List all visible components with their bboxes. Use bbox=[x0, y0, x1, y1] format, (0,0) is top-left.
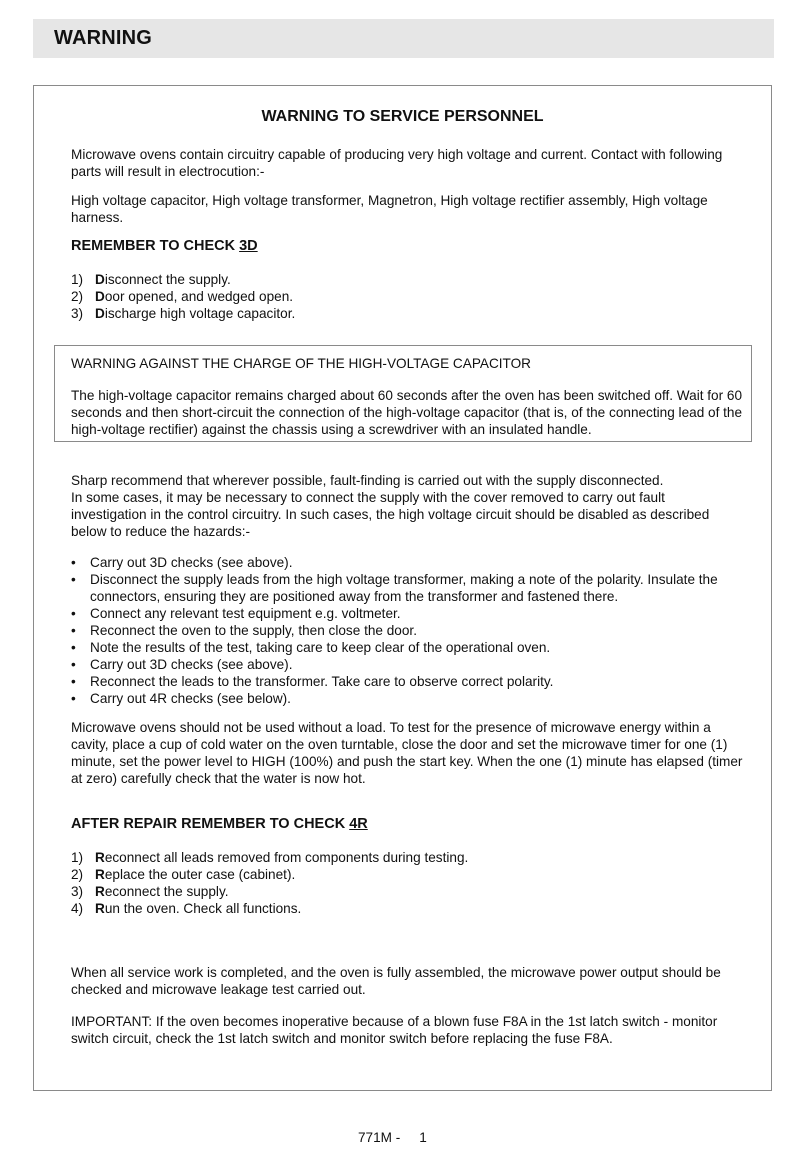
load-test-paragraph: Microwave ovens should not be used without a load. To test for the presence of microwave energy within a cavity, place a cup of cold water on the oven turntable, close the door and set the microwave timer for one (1) minute, set the power level to HIGH (100%) and push the start key. When the one (1) minute has elapsed (timer at zero) carefully check that the water is now hot. bbox=[71, 720, 743, 786]
section-title: WARNING TO SERVICE PERSONNEL bbox=[261, 108, 544, 125]
item-number: 1) bbox=[71, 850, 84, 865]
fault-finding-line2: In some cases, it may be necessary to connect the supply with the cover removed to carry out fault investigation in the control circuitry. In such cases, the high voltage circuit should be disabled as described below to reduce the hazards:- bbox=[71, 490, 710, 539]
important-paragraph: IMPORTANT: If the oven becomes inoperative because of a blown fuse F8A in the 1st latch switch - monitor switch circuit, check the 1st latch switch and monitor switch before replacing the fuse F8A. bbox=[71, 1014, 718, 1046]
item-initial: D bbox=[95, 272, 105, 287]
header-bar bbox=[33, 19, 774, 58]
procedure-bullet-list bbox=[71, 554, 747, 707]
item-initial: R bbox=[95, 884, 105, 899]
content-frame bbox=[33, 85, 772, 1091]
item-text: un the oven. Check all functions. bbox=[104, 901, 302, 916]
item-number: 4) bbox=[71, 901, 84, 916]
bullet-item: • Reconnect the leads to the transformer. Take care to observe correct polarity. bbox=[71, 673, 747, 690]
page-title: WARNING bbox=[54, 27, 153, 49]
check-4r-heading bbox=[71, 816, 368, 832]
bullet-item: • Disconnect the supply leads from the high voltage transformer, making a note of the polarity. Insulate the connectors, ensuring they are positioned away from the transformer and fastened there. bbox=[71, 571, 747, 605]
parts-paragraph: High voltage capacitor, High voltage transformer, Magnetron, High voltage rectifier assembly, High voltage harness. bbox=[71, 193, 708, 225]
item-number: 2) bbox=[71, 867, 84, 882]
check-3d-heading bbox=[71, 238, 258, 254]
item-text: isconnect the supply. bbox=[104, 272, 231, 287]
list-item bbox=[71, 305, 295, 322]
item-number: 3) bbox=[71, 306, 84, 321]
item-initial: R bbox=[95, 850, 105, 865]
bullet-item: • Reconnect the oven to the supply, then close the door. bbox=[71, 622, 747, 639]
item-initial: D bbox=[95, 306, 105, 321]
list-item bbox=[71, 883, 468, 900]
capacitor-warning-title: WARNING AGAINST THE CHARGE OF THE HIGH-VOLTAGE CAPACITOR bbox=[71, 356, 531, 371]
item-number: 3) bbox=[71, 884, 84, 899]
check-4r-heading-text: AFTER REPAIR REMEMBER TO CHECK bbox=[71, 816, 350, 832]
item-text: econnect all leads removed from components during testing. bbox=[104, 850, 469, 865]
list-item bbox=[71, 900, 468, 917]
item-number: 1) bbox=[71, 272, 84, 287]
item-number: 2) bbox=[71, 289, 84, 304]
bullet-item: • Carry out 3D checks (see above). bbox=[71, 656, 747, 673]
list-item bbox=[71, 288, 295, 305]
list-item bbox=[71, 849, 468, 866]
footer-model: 771M - bbox=[358, 1130, 401, 1145]
footer-page-number: 1 bbox=[419, 1130, 427, 1145]
bullet-item: • Carry out 4R checks (see below). bbox=[71, 690, 747, 707]
fault-finding-line1: Sharp recommend that wherever possible, fault-finding is carried out with the supply disconnected. bbox=[71, 473, 664, 488]
bullet-item: • Connect any relevant test equipment e.g. voltmeter. bbox=[71, 605, 747, 622]
item-initial: D bbox=[95, 289, 105, 304]
bullet-item: • Note the results of the test, taking care to keep clear of the operational oven. bbox=[71, 639, 747, 656]
list-item bbox=[71, 866, 468, 883]
capacitor-warning-text: The high-voltage capacitor remains charged about 60 seconds after the oven has been switched off. Wait for 60 seconds and then short-circuit the connection of the high-voltage capacitor (that is, of the connecting lead of the high-voltage rectifier) against the chassis using a screwdriver with an insulated handle. bbox=[71, 388, 743, 437]
page-footer bbox=[358, 1130, 427, 1145]
item-initial: R bbox=[95, 901, 105, 916]
intro-paragraph: Microwave ovens contain circuitry capable of producing very high voltage and current. Contact with following parts will result in electrocution:- bbox=[71, 147, 723, 179]
check-3d-list bbox=[71, 271, 295, 322]
list-item bbox=[71, 271, 295, 288]
item-text: econnect the supply. bbox=[104, 884, 229, 899]
bullet-item: • Carry out 3D checks (see above). bbox=[71, 554, 747, 571]
check-3d-heading-text: REMEMBER TO CHECK bbox=[71, 238, 240, 254]
item-text: ischarge high voltage capacitor. bbox=[104, 306, 296, 321]
item-initial: R bbox=[95, 867, 105, 882]
check-3d-code: 3D bbox=[239, 238, 258, 254]
completion-paragraph: When all service work is completed, and the oven is fully assembled, the microwave power output should be checked and microwave leakage test carried out. bbox=[71, 965, 721, 997]
check-4r-list bbox=[71, 849, 468, 917]
check-4r-code: 4R bbox=[349, 816, 368, 832]
capacitor-warning-box bbox=[54, 345, 752, 442]
item-text: oor opened, and wedged open. bbox=[104, 289, 294, 304]
item-text: eplace the outer case (cabinet). bbox=[104, 867, 296, 882]
